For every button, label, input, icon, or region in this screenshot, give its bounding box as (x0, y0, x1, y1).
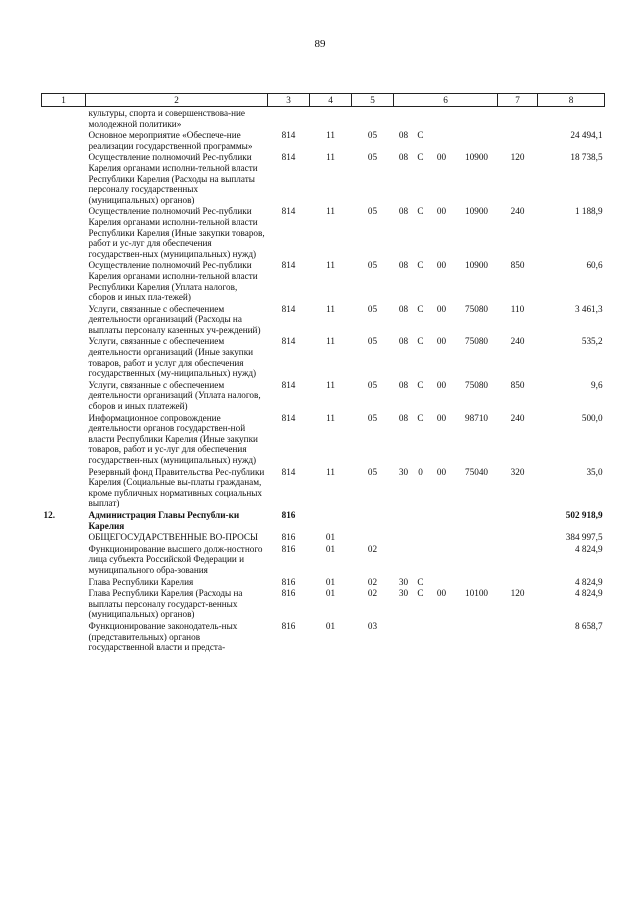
table-row (42, 576, 605, 588)
cell-amount: 24 494,1 (570, 130, 603, 141)
cell-amount: 535,2 (581, 336, 603, 347)
cell-code-section (310, 509, 352, 531)
cell-code-program: 08 (398, 130, 409, 141)
cell-code-ministry: 814 (281, 130, 296, 141)
cell-code-subprogram (414, 531, 428, 543)
cell-code-direction (456, 576, 498, 588)
cell-code-ministry: 814 (281, 336, 296, 347)
cell-code-section: 11 (326, 206, 335, 217)
table-row (42, 303, 605, 336)
cell-code-event (428, 531, 456, 543)
table-row (42, 335, 605, 378)
cell-code-ministry: 816 (281, 588, 296, 599)
cell-code-event (428, 620, 456, 653)
cell-code-subsection (352, 107, 394, 130)
cell-code-ministry: 816 (281, 509, 296, 520)
cell-code-program (394, 543, 414, 576)
header-col-6: 6 (394, 94, 498, 107)
header-col-5: 5 (352, 94, 394, 107)
cell-code-direction: 75080 (465, 336, 488, 347)
table-row (42, 205, 605, 259)
row-name: Основное мероприятие «Обеспече-ние реализации государственной программы» (88, 130, 253, 151)
cell-code-subprogram: С (417, 336, 424, 347)
cell-code-program: 30 (398, 576, 409, 587)
row-number (42, 107, 86, 130)
cell-code-subprogram (414, 543, 428, 576)
cell-code-expense-type: 110 (510, 303, 525, 314)
cell-code-program: 08 (398, 303, 409, 314)
cell-code-subprogram: С (417, 379, 424, 390)
cell-code-expense-type: 850 (510, 379, 525, 390)
cell-amount: 4 824,9 (574, 588, 603, 599)
cell-code-subsection: 03 (367, 620, 378, 631)
cell-code-subprogram: С (417, 130, 424, 141)
cell-amount: 3 461,3 (574, 303, 603, 314)
table-row (42, 107, 605, 130)
cell-code-subsection: 05 (367, 130, 378, 141)
cell-code-direction: 75040 (465, 466, 488, 477)
cell-code-ministry (268, 107, 310, 130)
cell-code-program (394, 107, 414, 130)
header-col-2: 2 (86, 94, 268, 107)
cell-code-subprogram: 0 (418, 466, 423, 477)
cell-code-subprogram (414, 107, 428, 130)
row-number (42, 466, 86, 509)
cell-code-program (394, 531, 414, 543)
row-number (42, 303, 86, 336)
table-row (42, 543, 605, 576)
table-row (42, 587, 605, 620)
cell-code-section: 11 (326, 412, 335, 423)
cell-code-program: 08 (398, 260, 409, 271)
cell-code-subsection: 05 (367, 206, 378, 217)
table-row (42, 412, 605, 466)
cell-amount: 4 824,9 (574, 543, 603, 554)
row-name: Осуществление полномочий Рес-публики Карелия органами исполни-тельной власти Республики Карелия (Расходы на выплаты персоналу государственных (муниципальных) органов) (88, 152, 258, 205)
cell-code-subprogram: С (417, 588, 424, 599)
cell-code-direction (456, 129, 498, 151)
row-name: Услуги, связанные с обеспечением деятельности организаций (Уплата налогов, сборов и иных платежей) (88, 379, 261, 412)
cell-code-subsection: 05 (367, 379, 378, 390)
cell-code-direction (456, 543, 498, 576)
cell-code-section (310, 107, 352, 130)
cell-code-program (394, 509, 414, 531)
row-number (42, 129, 86, 151)
page-number: 89 (314, 38, 326, 50)
cell-code-subsection: 05 (367, 152, 378, 163)
cell-code-direction (456, 531, 498, 543)
cell-code-event: 00 (436, 303, 447, 314)
table-row (42, 466, 605, 509)
cell-code-subsection: 02 (367, 543, 378, 554)
cell-code-event: 00 (436, 336, 447, 347)
row-number (42, 412, 86, 466)
cell-code-ministry: 816 (281, 620, 296, 631)
cell-code-section: 11 (326, 303, 335, 314)
row-name: Услуги, связанные с обеспечением деятельности организаций (Иные закупки товаров, работ и услуг для обеспечения государственных (му-ниципальных) нужд) (88, 336, 257, 379)
cell-code-ministry: 816 (281, 576, 296, 587)
row-name: Услуги, связанные с обеспечением деятельности организаций (Расходы на выплаты персоналу казенных уч-реждений) (88, 303, 261, 335)
cell-amount: 500,0 (581, 412, 603, 423)
cell-amount (538, 107, 605, 130)
cell-code-subsection: 05 (367, 260, 378, 271)
cell-code-expense-type (498, 576, 538, 588)
cell-code-section: 11 (326, 466, 335, 477)
cell-code-section: 01 (325, 576, 336, 587)
cell-code-direction: 98710 (465, 412, 488, 423)
cell-code-program: 08 (398, 152, 409, 163)
row-name: Глава Республики Карелия (Расходы на выплаты персоналу государст-венных (муниципальных) органов) (88, 588, 243, 620)
cell-code-expense-type: 240 (510, 206, 525, 217)
cell-code-subsection: 02 (367, 576, 378, 587)
cell-code-event (428, 129, 456, 151)
cell-amount: 60,6 (586, 260, 603, 271)
cell-code-ministry: 814 (281, 466, 296, 477)
cell-code-section: 01 (325, 543, 336, 554)
cell-code-subprogram: С (417, 412, 424, 423)
cell-code-program: 08 (398, 412, 409, 423)
cell-code-subsection (352, 531, 394, 543)
cell-code-event (428, 509, 456, 531)
cell-code-event (428, 543, 456, 576)
cell-code-direction: 10900 (465, 152, 488, 163)
row-name: ОБЩЕГОСУДАРСТВЕННЫЕ ВО-ПРОСЫ (88, 532, 259, 543)
cell-code-section: 01 (325, 532, 336, 543)
cell-code-expense-type (498, 543, 538, 576)
cell-code-section: 01 (325, 588, 336, 599)
budget-table (41, 93, 605, 653)
cell-code-event (428, 576, 456, 588)
cell-code-program: 08 (398, 206, 409, 217)
cell-code-ministry: 814 (281, 379, 296, 390)
cell-code-expense-type: 850 (510, 260, 525, 271)
row-number (42, 379, 86, 412)
table-row (42, 379, 605, 412)
table-body (42, 107, 605, 653)
cell-code-program: 30 (398, 466, 409, 477)
row-name: Функционирование высшего долж-ностного лица субъекта Российской Федерации и муниципального обра-зования (88, 543, 263, 575)
cell-code-event (428, 107, 456, 130)
cell-code-subprogram (414, 620, 428, 653)
header-col-8: 8 (538, 94, 605, 107)
cell-code-expense-type: 120 (510, 152, 525, 163)
cell-code-subprogram: С (417, 260, 424, 271)
cell-code-event: 00 (436, 152, 447, 163)
table-row (42, 129, 605, 151)
row-name: Резервный фонд Правительства Рес-публики Карелия (Социальные вы-платы гражданам, кроме публичных нормативных социальных выплат) (88, 466, 265, 509)
cell-code-subprogram: С (417, 303, 424, 314)
row-number (42, 259, 86, 302)
row-name: культуры, спорта и совершенствова-ние молодежной политики» (88, 108, 245, 129)
cell-code-expense-type: 240 (510, 336, 525, 347)
cell-code-expense-type: 320 (510, 466, 525, 477)
header-col-3: 3 (268, 94, 310, 107)
cell-amount: 9,6 (591, 379, 603, 390)
cell-code-direction: 10900 (465, 206, 488, 217)
row-number (42, 151, 86, 205)
cell-code-subprogram: С (417, 152, 424, 163)
cell-code-expense-type: 120 (510, 588, 525, 599)
cell-amount: 4 824,9 (574, 576, 603, 587)
cell-code-ministry: 816 (281, 532, 296, 543)
cell-code-subsection: 05 (367, 466, 378, 477)
cell-amount: 502 918,9 (565, 509, 603, 520)
row-number (42, 205, 86, 259)
header-col-1: 1 (42, 94, 86, 107)
row-number (42, 620, 86, 653)
cell-code-direction: 10100 (465, 588, 488, 599)
table-row (42, 259, 605, 302)
cell-amount: 384 997,5 (565, 532, 603, 543)
cell-code-ministry: 814 (281, 260, 296, 271)
cell-code-subsection (352, 509, 394, 531)
cell-code-event: 00 (436, 206, 447, 217)
cell-code-program (394, 620, 414, 653)
cell-code-section: 11 (326, 130, 335, 141)
cell-code-subsection: 05 (367, 336, 378, 347)
cell-amount: 35,0 (586, 466, 603, 477)
cell-code-section: 11 (326, 152, 335, 163)
cell-code-subsection: 05 (367, 412, 378, 423)
cell-code-program: 08 (398, 379, 409, 390)
cell-code-event: 00 (436, 379, 447, 390)
row-name: Информационное сопровождение деятельности органов государствен-ной власти Республики Карелия (Иные закупки товаров, работ и ус-луг для обеспечения государствен-ных (муниципальных) нужд) (88, 412, 258, 465)
cell-code-ministry: 814 (281, 152, 296, 163)
cell-code-expense-type (498, 509, 538, 531)
cell-code-event: 00 (436, 466, 447, 477)
cell-code-event: 00 (436, 260, 447, 271)
row-name: Осуществление полномочий Рес-публики Карелия органами исполни-тельной власти Республики Карелия (Иные закупки товаров, работ и ус-луг для обеспечения государствен-ных (муниципальных) нужд) (88, 206, 265, 259)
cell-code-expense-type (498, 531, 538, 543)
cell-code-subprogram: С (417, 576, 424, 587)
row-name: Администрация Главы Республи-ки Карелия (88, 509, 240, 531)
cell-code-section: 01 (325, 620, 336, 631)
cell-amount: 1 188,9 (574, 206, 603, 217)
cell-code-direction: 10900 (465, 260, 488, 271)
cell-code-program: 08 (398, 336, 409, 347)
cell-code-direction (456, 107, 498, 130)
cell-code-expense-type: 240 (510, 412, 525, 423)
table-row (42, 151, 605, 205)
table-row (42, 509, 605, 531)
row-number: 12. (43, 509, 55, 520)
cell-code-ministry: 814 (281, 206, 296, 217)
table-header (42, 94, 605, 107)
cell-code-section: 11 (326, 260, 335, 271)
row-name: Осуществление полномочий Рес-публики Карелия органами исполни-тельной власти Республики Карелия (Уплата налогов, сборов и иных пла-тежей) (88, 260, 258, 303)
row-number (42, 587, 86, 620)
row-name: Глава Республики Карелия (88, 576, 194, 587)
cell-code-direction: 75080 (465, 303, 488, 314)
cell-code-ministry: 816 (281, 543, 296, 554)
table-row (42, 531, 605, 543)
row-number (42, 543, 86, 576)
cell-code-program: 30 (398, 588, 409, 599)
cell-code-subsection: 05 (367, 303, 378, 314)
cell-code-direction: 75080 (465, 379, 488, 390)
cell-code-ministry: 814 (281, 303, 296, 314)
header-col-4: 4 (310, 94, 352, 107)
row-number (42, 576, 86, 588)
cell-code-expense-type (498, 129, 538, 151)
cell-code-direction (456, 620, 498, 653)
cell-code-expense-type (498, 107, 538, 130)
row-name: Функционирование законодатель-ных (представительных) органов государственной власти и предста- (88, 620, 238, 653)
cell-code-subprogram (414, 509, 428, 531)
row-number (42, 335, 86, 378)
cell-code-subprogram: С (417, 206, 424, 217)
header-col-7: 7 (498, 94, 538, 107)
row-number (42, 531, 86, 543)
cell-code-section: 11 (326, 336, 335, 347)
cell-code-expense-type (498, 620, 538, 653)
cell-code-event: 00 (436, 412, 447, 423)
cell-amount: 8 658,7 (574, 620, 603, 631)
cell-code-direction (456, 509, 498, 531)
cell-code-section: 11 (326, 379, 335, 390)
cell-code-subsection: 02 (367, 588, 378, 599)
cell-code-ministry: 814 (281, 412, 296, 423)
cell-code-event: 00 (436, 588, 447, 599)
table-row (42, 620, 605, 653)
cell-amount: 18 738,5 (570, 152, 603, 163)
